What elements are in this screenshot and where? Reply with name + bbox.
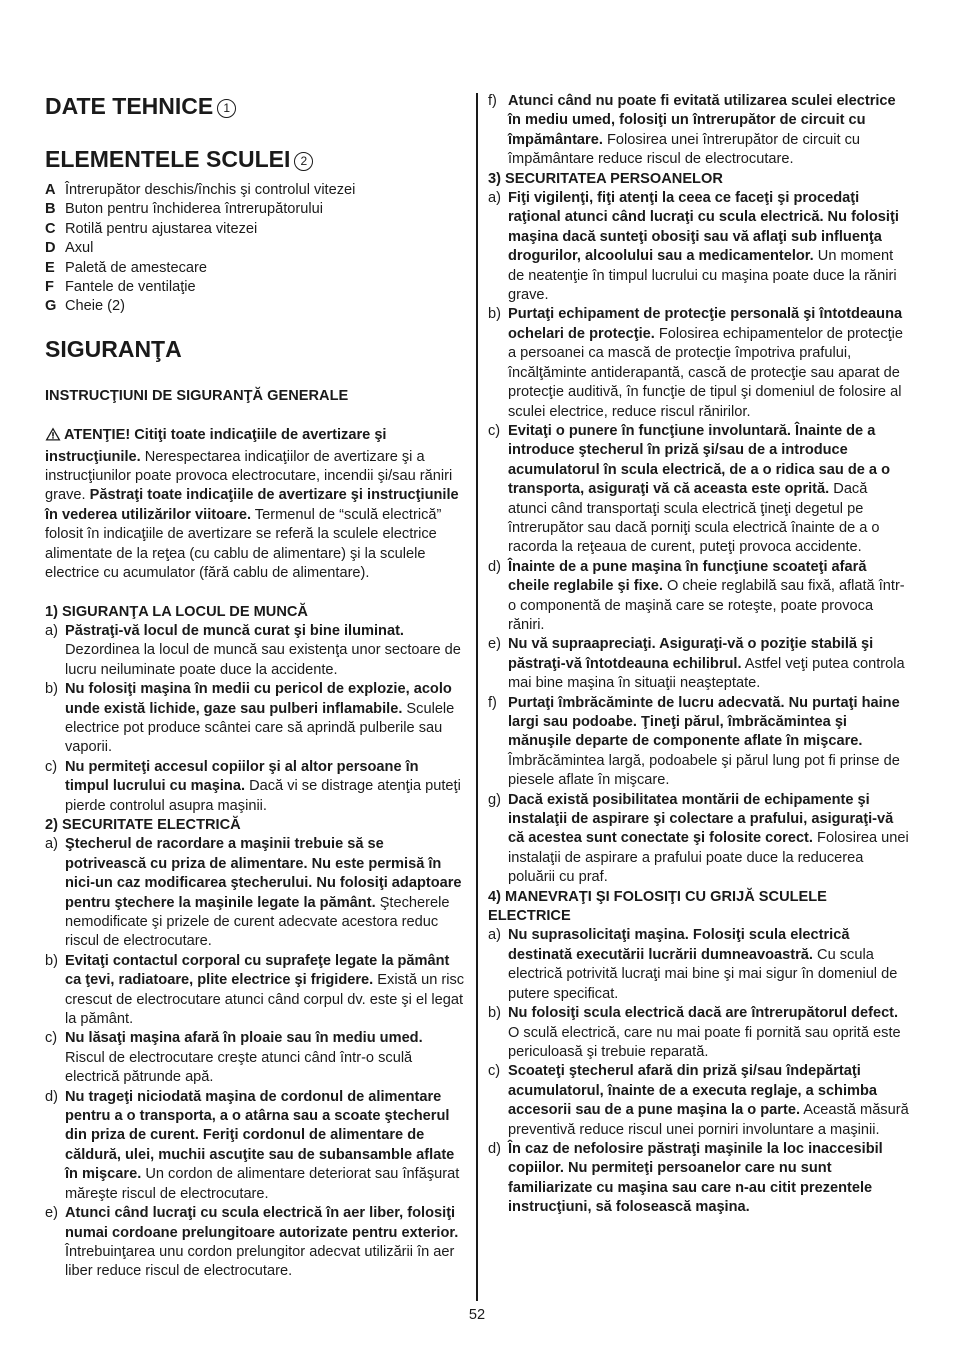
list-item: f) Atunci când nu poate fi evitată utilizarea sculei electrice în mediu umed, folosiţi un întrerupător de circuit cu împământare. Folosirea unei întrerupător de circuit cu împământare reduce riscul de electrocutare.: [488, 93, 896, 168]
list-item: C Rotilă pentru ajustarea vitezei: [45, 220, 258, 237]
section-4-title: 4) MANEVRAŢI ŞI FOLOSIŢI CU GRIJĂ SCULELE ELECTRICE: [488, 888, 827, 925]
warning-paragraph: ATENŢIE! Citiţi toate indicaţiile de avertizare şi instrucţiunile. Nerespectarea indicaţiilor de avertizare şi a instrucţiunilor poate provoca electrocutare, incendii şi/sau răniri grave. Păstraţi toate indicaţiile de avertizare şi instrucţiunile în vederea utilizărilor viitoare. Termenul de “sculă electrică” folosit în indicaţiile de avertizare se referă la sculele electrice alimentate de la reţea (cu cablu de alimentare) şi la sculele electrice cu acumulator (fără cablu de alimentare).: [45, 427, 459, 582]
column-divider: [476, 93, 478, 1301]
list-item: d) În caz de nefolosire păstraţi maşinile la loc inaccesibil copiilor. Nu permiteţi persoanelor care nu sunt familiarizate cu maşina sau care n-au citit prezentele instrucţiuni, să folosească maşina.: [488, 1140, 883, 1216]
left-column: [45, 92, 465, 1282]
list-item: e) Atunci când lucraţi cu scula electrică în aer liber, folosiţi numai cordoane prelungitoare autorizate pentru exterior. Întrebuinţarea unu cordon prelungitor adecvat utilizării în aer liber reduce riscul de electrocutare.: [45, 1205, 459, 1280]
figure-ref-1: 1: [217, 99, 236, 118]
list-item: E Paletă de amestecare: [45, 259, 207, 276]
heading-tool-elements: ELEMENTELE SCULEI 2: [45, 145, 465, 173]
subheading-general-safety: INSTRUCŢIUNI DE SIGURANŢĂ GENERALE: [45, 387, 349, 404]
heading-technical-data: DATE TEHNICE 1: [45, 92, 465, 120]
list-item: d) Înainte de a pune maşina în funcţiune scoateţi afară cheile reglabile şi fixe. O cheie reglabilă sau fixă, aflată într-o componentă de maşină care se roteşte, poate provoca răniri.: [488, 558, 905, 633]
list-item: b) Nu folosiţi scula electrică dacă are întrerupătorul defect. O sculă electrică, care nu mai poate fi pornită sau oprită este periculoasă şi trebuie reparată.: [488, 1005, 901, 1060]
heading-safety: SIGURANŢA: [45, 335, 182, 362]
page-number: 52: [468, 1307, 486, 1323]
list-item: G Cheie (2): [45, 298, 126, 315]
list-item: A Întrerupător deschis/închis şi controlul vitezei: [45, 182, 356, 198]
section-3-title: 3) SECURITATEA PERSOANELOR: [488, 170, 723, 187]
figure-ref-2: 2: [294, 152, 313, 171]
list-item: c) Nu permiteţi accesul copiilor şi al altor persoane în timpul lucrului cu maşina. Dacă vi se distrage atenţia puteţi pierde controlul asupra maşinii.: [45, 758, 461, 814]
list-item: b) Purtaţi echipament de protecţie personală şi întotdeauna ochelari de protecţie. Folosirea echipamentelor de protecţie a persoanei ca mască de protecţie împotriva prafului, încălţăminte antiderapantă, cască de protecţie sau aparat de protecţie auditivă, în funcţie de tipul şi domeniul de folosire al sculei electrice, reduce riscul rănirilor.: [488, 306, 904, 420]
list-item: b) Evitaţi contactul corporal cu suprafeţe legate la pământ ca ţevi, radiatoare, plite electrice şi frigidere. Există un risc crescut de electrocutare atunci când corpul dv. este şi el legat la pământ.: [45, 952, 465, 1028]
section-1-title: 1) SIGURANŢA LA LOCUL DE MUNCĂ: [45, 603, 308, 620]
list-item: d) Nu trageţi niciodată maşina de cordonul de alimentare pentru a o transporta, a o atârna sau a scoate ştecherul din priza de curent. Feriţi cordonul de alimentare de căldură, ulei, muchii ascuţite sau de subansamble aflate în mişcare. Un cordon de alimentare deteriorat sau înfăşurat măreşte riscul de electrocutare.: [45, 1088, 460, 1202]
warning-triangle-icon: [45, 427, 61, 447]
list-item: a) Nu suprasolicitaţi maşina. Folosiţi scula electrică destinată executării lucrării dumneavoastră. Cu scula electrică potrivită lucraţi mai bine şi mai sigur în domeniul de putere specificat.: [488, 927, 898, 1002]
list-item: F Fantele de ventilaţie: [45, 279, 196, 296]
list-item: e) Nu vă supraapreciaţi. Asiguraţi-vă o poziţie stabilă şi păstraţi-vă întotdeauna echilibrul. Astfel veţi putea controla mai bine maşina în situaţii neaşteptate.: [488, 636, 905, 692]
list-item: c) Evitaţi o punere în funcţiune involuntară. Înainte de a introduce ştecherul în priză şi/sau de a introduce acumulatorul în scula electrică, de a o ridica sau de a o transporta, asiguraţi vă că aceasta este oprită. Dacă atunci când transportaţi scula electrică ţineţi degetul pe întrerupător sau dacă porniţi scula electrică înainte de a o racorda la reţeaua de curent, puteţi provoca accidente.: [488, 422, 891, 556]
right-column: [488, 92, 910, 1218]
list-item: c) Scoateţi ştecherul afară din priză şi/sau îndepărtaţi acumulatorul, înainte de a executa reglaje, a schimba accesorii sau de a pune maşina la o parte. Această măsură preventivă reduce riscul unei porniri involuntare a maşinii.: [488, 1063, 909, 1138]
section-2-title: 2) SECURITATE ELECTRICĂ: [45, 816, 241, 833]
list-item: g) Dacă există posibilitatea montării de echipamente şi instalaţii de aspirare şi colectare a prafului, asiguraţi-vă că acestea sunt conectate şi folosite corect. Folosirea unei instalaţii de aspirare a prafului poate duce la reducerea poluării cu praf.: [488, 791, 909, 886]
list-item: B Buton pentru închiderea întrerupătorului: [45, 201, 323, 218]
list-item: a) Ştecherul de racordare a maşinii trebuie să se potrivească cu priza de alimentare. Nu este permisă în nici-un caz modificarea ştecherului. Nu folosiţi adaptoare pentru ştechere la maşinile legate la pământ. Ştecherele nemodificate şi prizele de curent adecvate acestora reduc riscul de electrocutare.: [45, 836, 462, 950]
list-item: c) Nu lăsaţi maşina afară în ploaie sau în mediu umed. Riscul de electrocutare creşte atunci când într-o sculă electrică pătrunde apă.: [45, 1030, 423, 1086]
parts-list: [45, 181, 465, 317]
list-item: b) Nu folosiţi maşina în medii cu pericol de explozie, acolo unde există lichide, gaze sau pulberi inflamabile. Sculele electrice pot produce scântei care să aprindă pulberile sau vaporii.: [45, 681, 455, 756]
list-item: a) Păstraţi-vă locul de muncă curat şi bine iluminat. Dezordinea la locul de muncă sau existenţa unor sectoare de lucru neiluminate poate duce la accidente.: [45, 622, 461, 678]
list-item: D Axul: [45, 240, 94, 257]
list-item: a) Fiţi vigilenţi, fiţi atenţi la ceea ce faceţi şi procedaţi raţional atunci când lucraţi cu scula electrică. Nu folosiţi maşina dacă sunteţi obosiţi sau vă aflaţi sub influenţa drogurilor, alcoolului sau a medicamentelor. Un moment de neatenţie în timpul lucrului cu maşina poate duce la răniri grave.: [488, 190, 899, 304]
list-item: f) Purtaţi îmbrăcăminte de lucru adecvată. Nu purtaţi haine largi sau podoabe. Ţineţi părul, îmbrăcămintea şi mănuşile departe de componente aflate în mişcare. Îmbrăcămintea largă, podoabele şi părul lung pot fi prinse de piesele aflate în mişcare.: [488, 694, 900, 789]
